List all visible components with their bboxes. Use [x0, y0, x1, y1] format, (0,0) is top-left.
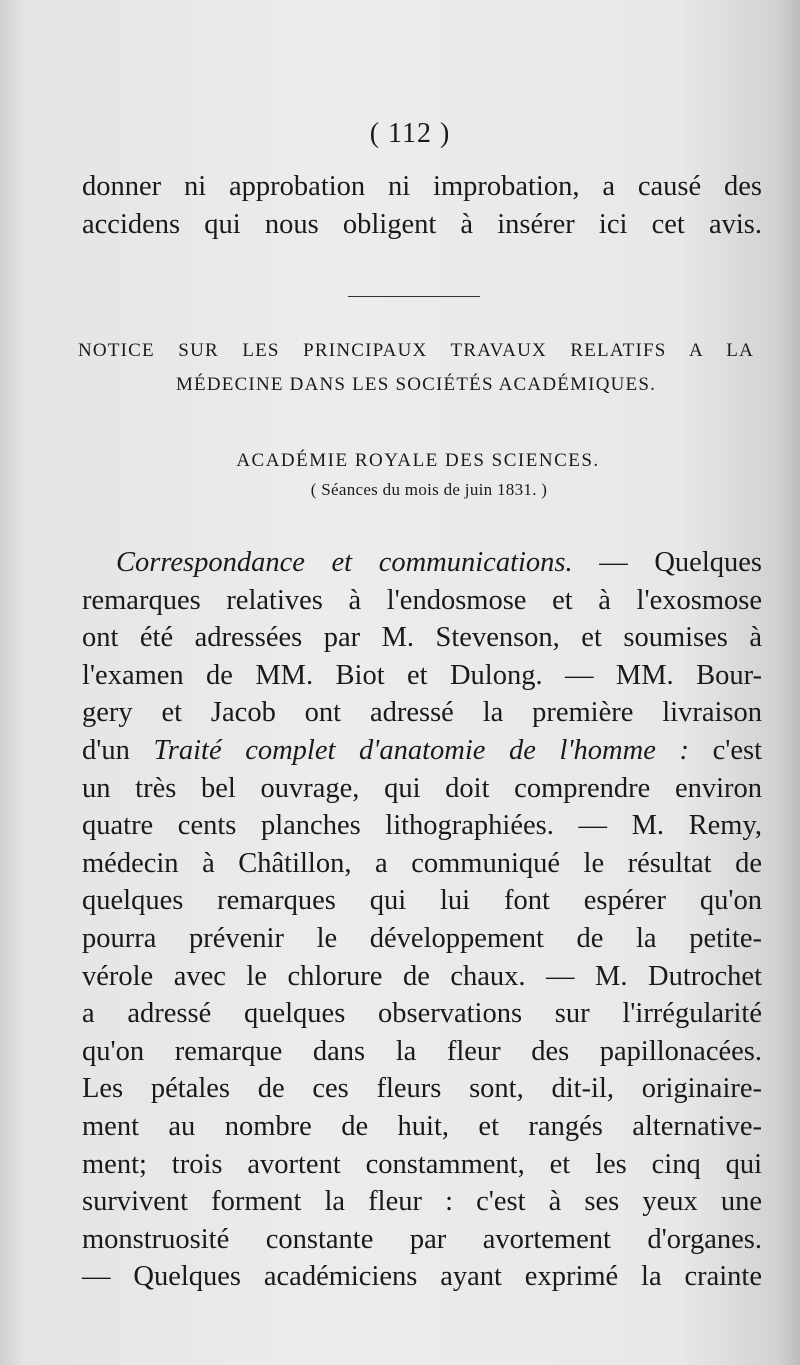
text-line: l'examen de MM. Biot et Dulong. — MM. Bour- [82, 659, 762, 691]
text-line: ment au nombre de huit, et rangés alternative- [82, 1110, 762, 1142]
text-line: qu'on remarque dans la fleur des papillonacées. [82, 1035, 762, 1067]
text-line: gery et Jacob ont adressé la première livraison [82, 697, 762, 729]
body-paragraph [82, 544, 762, 1296]
text-line: remarques relatives à l'endosmose et à l'exosmose [82, 584, 762, 616]
continuation-paragraph [82, 168, 762, 244]
page-number: ( 112 ) [369, 118, 451, 149]
text-line: quatre cents planches lithographiées. — M. Remy, [82, 810, 762, 842]
text-line: vérole avec le chlorure de chaux. — M. Dutrochet [82, 960, 762, 992]
text-line [82, 732, 762, 770]
text-fragment: — Quelques [572, 547, 762, 578]
text-line: survivent forment la fleur : c'est à ses yeux une [82, 1186, 762, 1218]
sessions-subheading: ( Séances du mois de juin 1831. ) [310, 480, 548, 499]
section-divider [348, 296, 480, 297]
academy-heading: ACADÉMIE ROYALE DES SCIENCES. [236, 450, 600, 471]
text-line [82, 544, 762, 582]
text-fragment: c'est [688, 734, 763, 766]
text-line: donner ni approbation ni improbation, a causé des [82, 171, 762, 202]
section-heading: Correspondance et communications. [116, 547, 573, 578]
text-line: accidens qui nous obligent à insérer ici cet avis. [82, 209, 762, 240]
text-line: a adressé quelques observations sur l'irrégularité [82, 998, 762, 1030]
text-line: monstruosité constante par avortement d'organes. [82, 1223, 762, 1255]
text-line: quelques remarques qui lui font espérer qu'on [82, 885, 762, 917]
text-line: ment; trois avortent constamment, et les cinq qui [82, 1148, 762, 1180]
text-fragment: d'un [82, 734, 154, 766]
text-line: — Quelques académiciens ayant exprimé la crainte [82, 1261, 762, 1293]
text-line: médecin à Châtillon, a communiqué le résultat de [82, 847, 762, 879]
text-line: pourra prévenir le développement de la petite- [82, 922, 762, 954]
text-line: Les pétales de ces fleurs sont, dit-il, originaire- [82, 1073, 762, 1105]
book-title: Traité complet d'anatomie de l'homme : [153, 734, 689, 766]
text-line: un très bel ouvrage, qui doit comprendre environ [82, 772, 762, 804]
notice-title-line: MÉDECINE DANS LES SOCIÉTÉS ACADÉMIQUES. [175, 374, 657, 395]
text-line: ont été adressées par M. Stevenson, et soumises à [82, 622, 762, 654]
notice-title-line: NOTICE SUR LES PRINCIPAUX TRAVAUX RELATIFS A LA [78, 340, 754, 361]
